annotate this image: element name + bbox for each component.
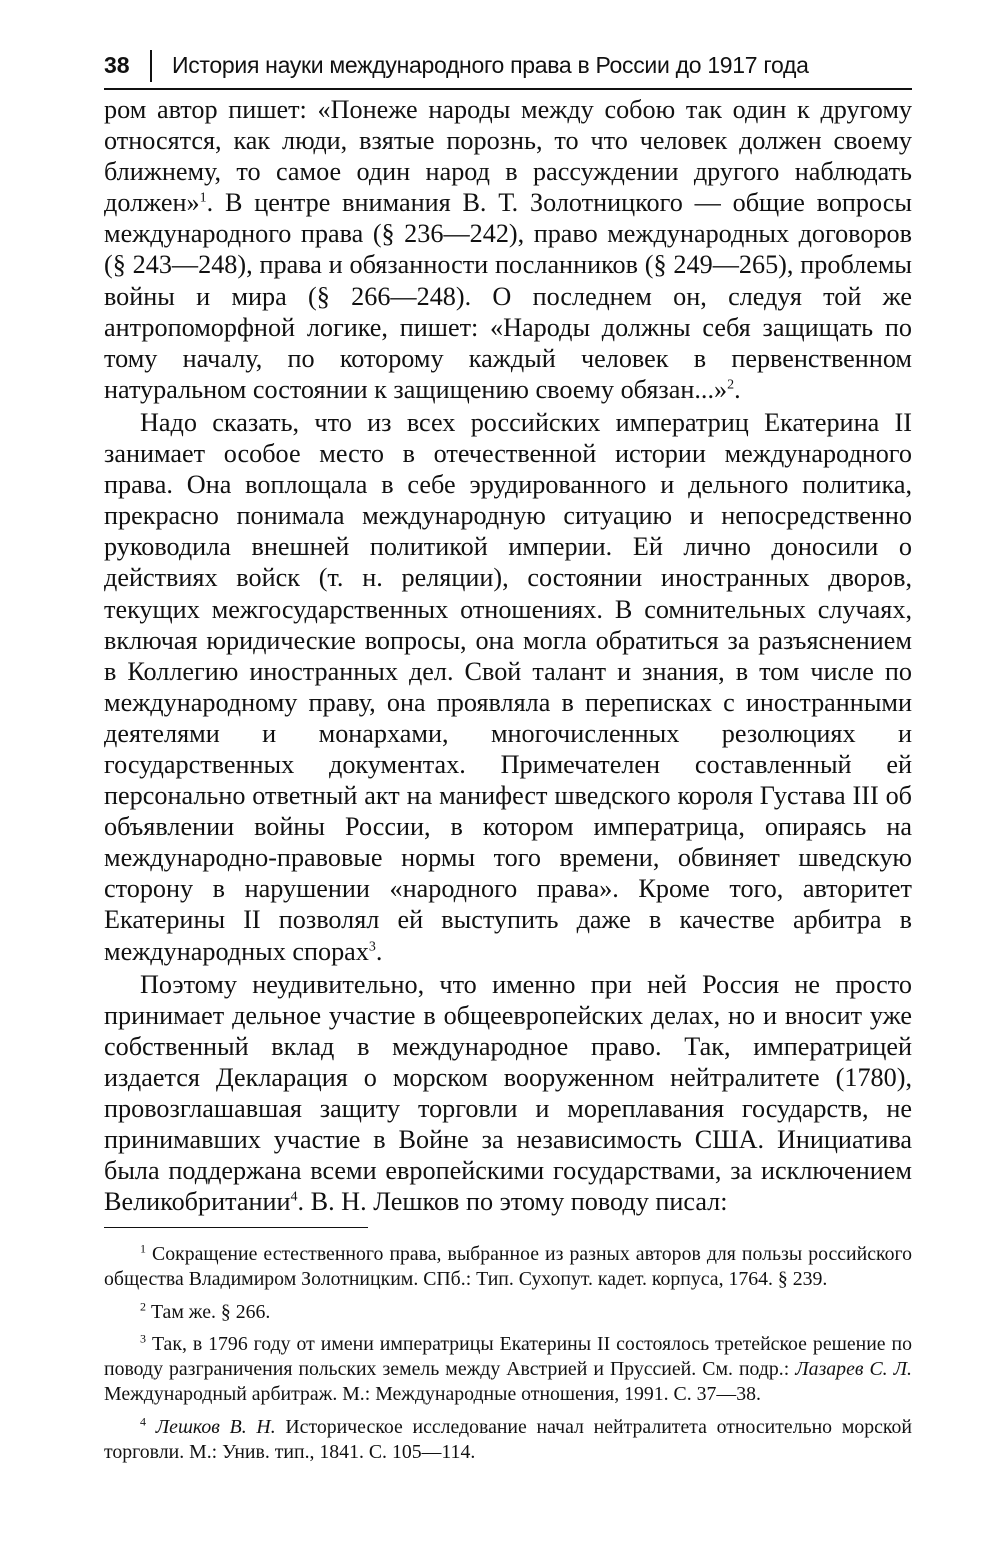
- running-header: [104, 50, 912, 90]
- body-text: [104, 94, 912, 1217]
- footnote-4-text: Историческое исследование начал нейтралитета относительно морской торговли. М.: Унив. тип., 1841. С. 105—114.: [104, 1415, 912, 1464]
- footnote-2-text: Там же. § 266.: [150, 1300, 271, 1323]
- footnotes: [104, 1242, 912, 1472]
- footnote-rule: [104, 1227, 368, 1228]
- footnote-3-text-b: Международный арбитраж. М.: Международные отношения, 1991. С. 37—38.: [104, 1383, 761, 1406]
- footnote-ref-4: 4: [290, 1189, 298, 1205]
- footnote-mark-3: 3: [140, 1331, 146, 1346]
- footnote-ref-2: 2: [727, 377, 735, 393]
- footnote-4-author: Лешков В. Н.: [155, 1415, 276, 1438]
- paragraph-1-text-c: .: [734, 374, 741, 404]
- paragraph-1-text-b: . В центре внимания В. Т. Золотницкого — общие вопросы международного права (§ 236—242), право международных договоров (§ 243—248), права и обязанности посланников (§ 249—265), проблемы войны и мира (§ 266—248). О последнем он, следуя той же антропоморфной логике, пишет: «Народы должны себя защищать по тому началу, по которому каждый человек в первенственном натуральном состоянии к защищению своему обязан...»: [104, 188, 912, 404]
- paragraph-2-text-b: .: [375, 936, 383, 966]
- paragraph-3-text-a: Поэтому неудивительно, что именно при ней Россия не просто принимает дельное участие в общеевропейских делах, но и вносит уже собственный вклад в международное право. Так, императрицей издается Декларация о морском вооруженном нейтралитете (1780), провозглашавшая защиту торговли и мореплавания государств, не принимавших участие в Войне за независимость США. Инициатива была поддержана всеми европейскими государствами, за исключением Великобритании: [104, 969, 912, 1217]
- footnote-4: [104, 1415, 912, 1466]
- footnote-1-text: Сокращение естественного права, выбранное из разных авторов для пользы российского общества Владимиром Золотницким. СПб.: Тип. Сухопут. кадет. корпуса, 1764. § 239.: [104, 1243, 912, 1291]
- footnote-ref-3: 3: [368, 938, 376, 954]
- footnote-3-author: Лазарев С. Л.: [795, 1358, 912, 1381]
- paragraph-1: [104, 94, 912, 405]
- footnote-ref-1: 1: [199, 190, 207, 206]
- header-separator: [150, 50, 152, 82]
- footnote-mark-4: 4: [140, 1414, 146, 1429]
- paragraph-3-text-b: . В. Н. Лешков по этому поводу писал:: [297, 1187, 728, 1217]
- page-number: 38: [104, 52, 130, 78]
- footnote-mark-2: 2: [140, 1299, 146, 1313]
- footnote-3-text-a: Так, в 1796 году от имени императрицы Екатерины II состоялось третейское решение по поводу разграничения польских земель между Австрией и Пруссией. См. подр.:: [104, 1332, 912, 1381]
- footnote-2: [104, 1300, 912, 1325]
- paragraph-2-text-a: Надо сказать, что из всех российских императриц Екатерина II занимает особое место в отечественной истории международного права. Она воплощала в себе эрудированного и дельного политика, прекрасно понимала международную ситуацию и непосредственно руководила внешней политикой империи. Ей лично доносили о действиях войск (т. н. реляции), состоянии иностранных дворов, текущих межгосударственных отношениях. В сомнительных случаях, включая юридические вопросы, она могла обратиться за разъяснением в Коллегию иностранных дел. Свой талант и знания, в том числе по международному праву, она проявляла в переписках с иностранными деятелями и монархами, многочисленных резолюциях и государственных документах. Примечателен составленный ей персонально ответный акт на манифест шведского короля Густава III об объявлении войны России, в котором императрица, опираясь на международно-правовые нормы того времени, обвиняет шведскую сторону в нарушении «народного права». Кроме того, авторитет Екатерины II позволял ей выступить даже в качестве арбитра в международных спорах: [104, 407, 912, 966]
- header-rule: [104, 88, 912, 90]
- running-title: История науки международного права в России до 1917 года: [172, 52, 809, 78]
- paragraph-1-text-a: ром автор пишет: «Понеже народы между собою так один к другому относятся, как люди, взятые порознь, то что человек должен своему ближнему, то самое один народ в рассуждении другого наблюдать должен»: [104, 95, 912, 218]
- footnote-3: [104, 1332, 912, 1408]
- footnote-1: [104, 1242, 912, 1293]
- paragraph-3: [104, 969, 912, 1218]
- paragraph-2: [104, 407, 912, 967]
- footnote-mark-1: 1: [140, 1241, 146, 1256]
